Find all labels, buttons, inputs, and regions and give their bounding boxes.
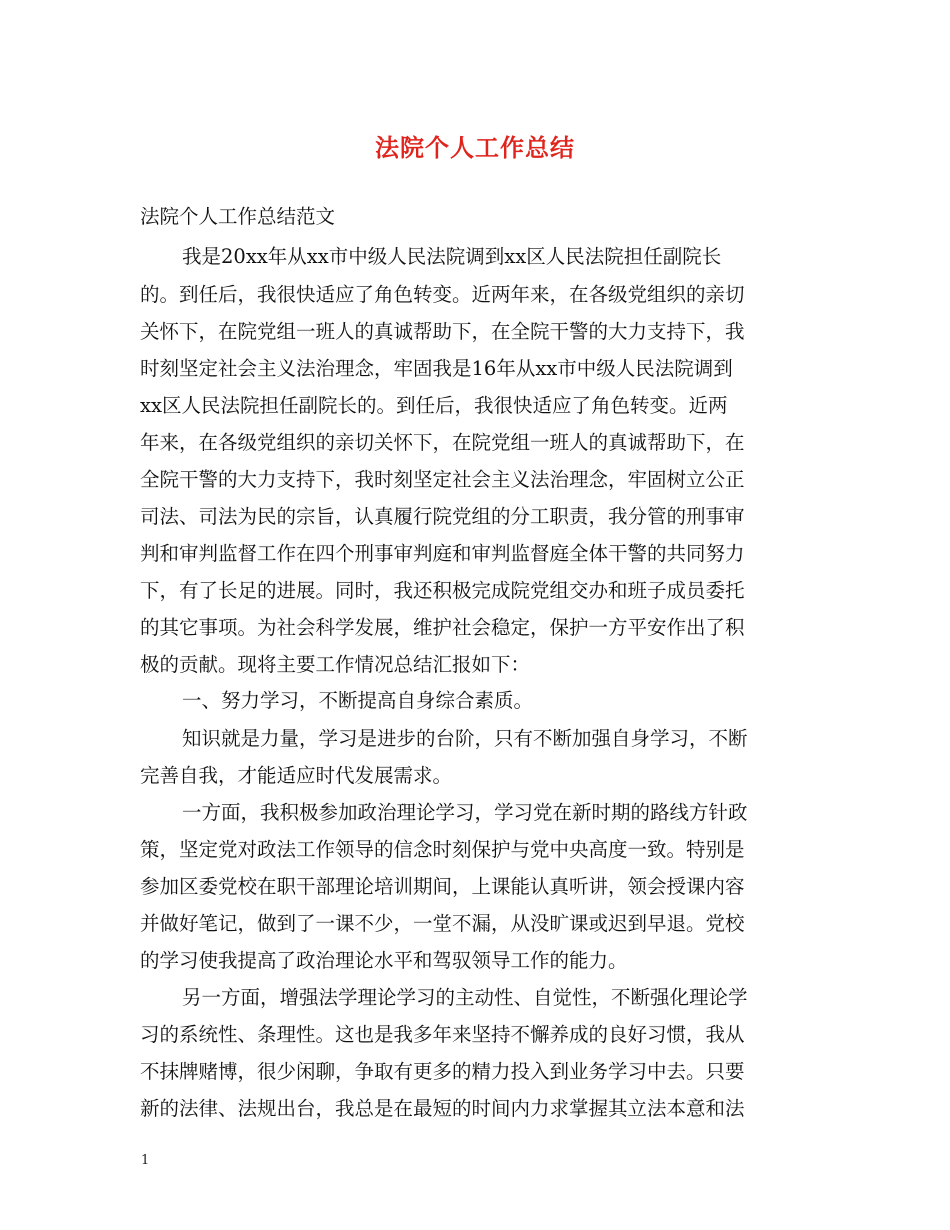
body-line: 我是20xx年从xx市中级人民法院调到xx区人民法院担任副院长 [182,245,722,268]
body-line: 判和审判监督工作在四个刑事审判庭和审判监督庭全体干警的共同努力 [140,542,745,565]
body-line: 司法、司法为民的宗旨，认真履行院党组的分工职责，我分管的刑事审 [140,505,745,528]
body-line: 参加区委党校在职干部理论培训期间，上课能认真听讲，领会授课内容 [140,875,745,898]
body-line: 并做好笔记，做到了一课不少，一堂不漏，从没旷课或迟到早退。党校 [140,912,745,935]
body-line: 年来，在各级党组织的亲切关怀下，在院党组一班人的真诚帮助下，在 [140,431,745,454]
page-number: 1 [141,1153,150,1168]
body-line: 全院干警的大力支持下，我时刻坚定社会主义法治理念，牢固树立公正 [140,468,745,491]
body-line: 关怀下，在院党组一班人的真诚帮助下，在全院干警的大力支持下，我 [140,320,745,343]
body-line: 时刻坚定社会主义法治理念，牢固我是16年从xx市中级人民法院调到 [140,357,733,380]
body-line: 一方面，我积极参加政治理论学习，学习党在新时期的路线方针政 [182,801,748,824]
body-line: 习的系统性、条理性。这也是我多年来坚持不懈养成的良好习惯，我从 [140,1023,745,1046]
section-heading: 一、努力学习，不断提高自身综合素质。 [182,689,534,712]
body-line: 的。到任后，我很快适应了角色转变。近两年来，在各级党组织的亲切 [140,283,745,306]
body-line: 策，坚定党对政法工作领导的信念时刻保护与党中央高度一致。特别是 [140,838,745,861]
body-line: 不抹牌赌博，很少闲聊，争取有更多的精力投入到业务学习中去。只要 [140,1060,745,1083]
body-line: 极的贡献。现将主要工作情况总结汇报如下： [140,653,531,676]
body-line: 下，有了长足的进展。同时，我还积极完成院党组交办和班子成员委托 [140,579,745,602]
document-title: 法院个人工作总结 [375,133,575,162]
body-line: xx区人民法院担任副院长的。到任后，我很快适应了角色转变。近两 [140,394,728,417]
body-line: 新的法律、法规出台，我总是在最短的时间内力求掌握其立法本意和法 [140,1097,745,1120]
body-line: 法院个人工作总结范文 [140,205,336,228]
body-line: 的学习使我提高了政治理论水平和驾驭领导工作的能力。 [140,949,628,972]
body-line: 知识就是力量，学习是进步的台阶，只有不断加强自身学习，不断 [182,727,748,750]
body-line: 完善自我，才能适应时代发展需求。 [140,764,453,787]
body-line: 另一方面，增强法学理论学习的主动性、自觉性，不断强化理论学 [182,986,748,1009]
body-line: 的其它事项。为社会科学发展，维护社会稳定，保护一方平安作出了积 [140,616,745,639]
